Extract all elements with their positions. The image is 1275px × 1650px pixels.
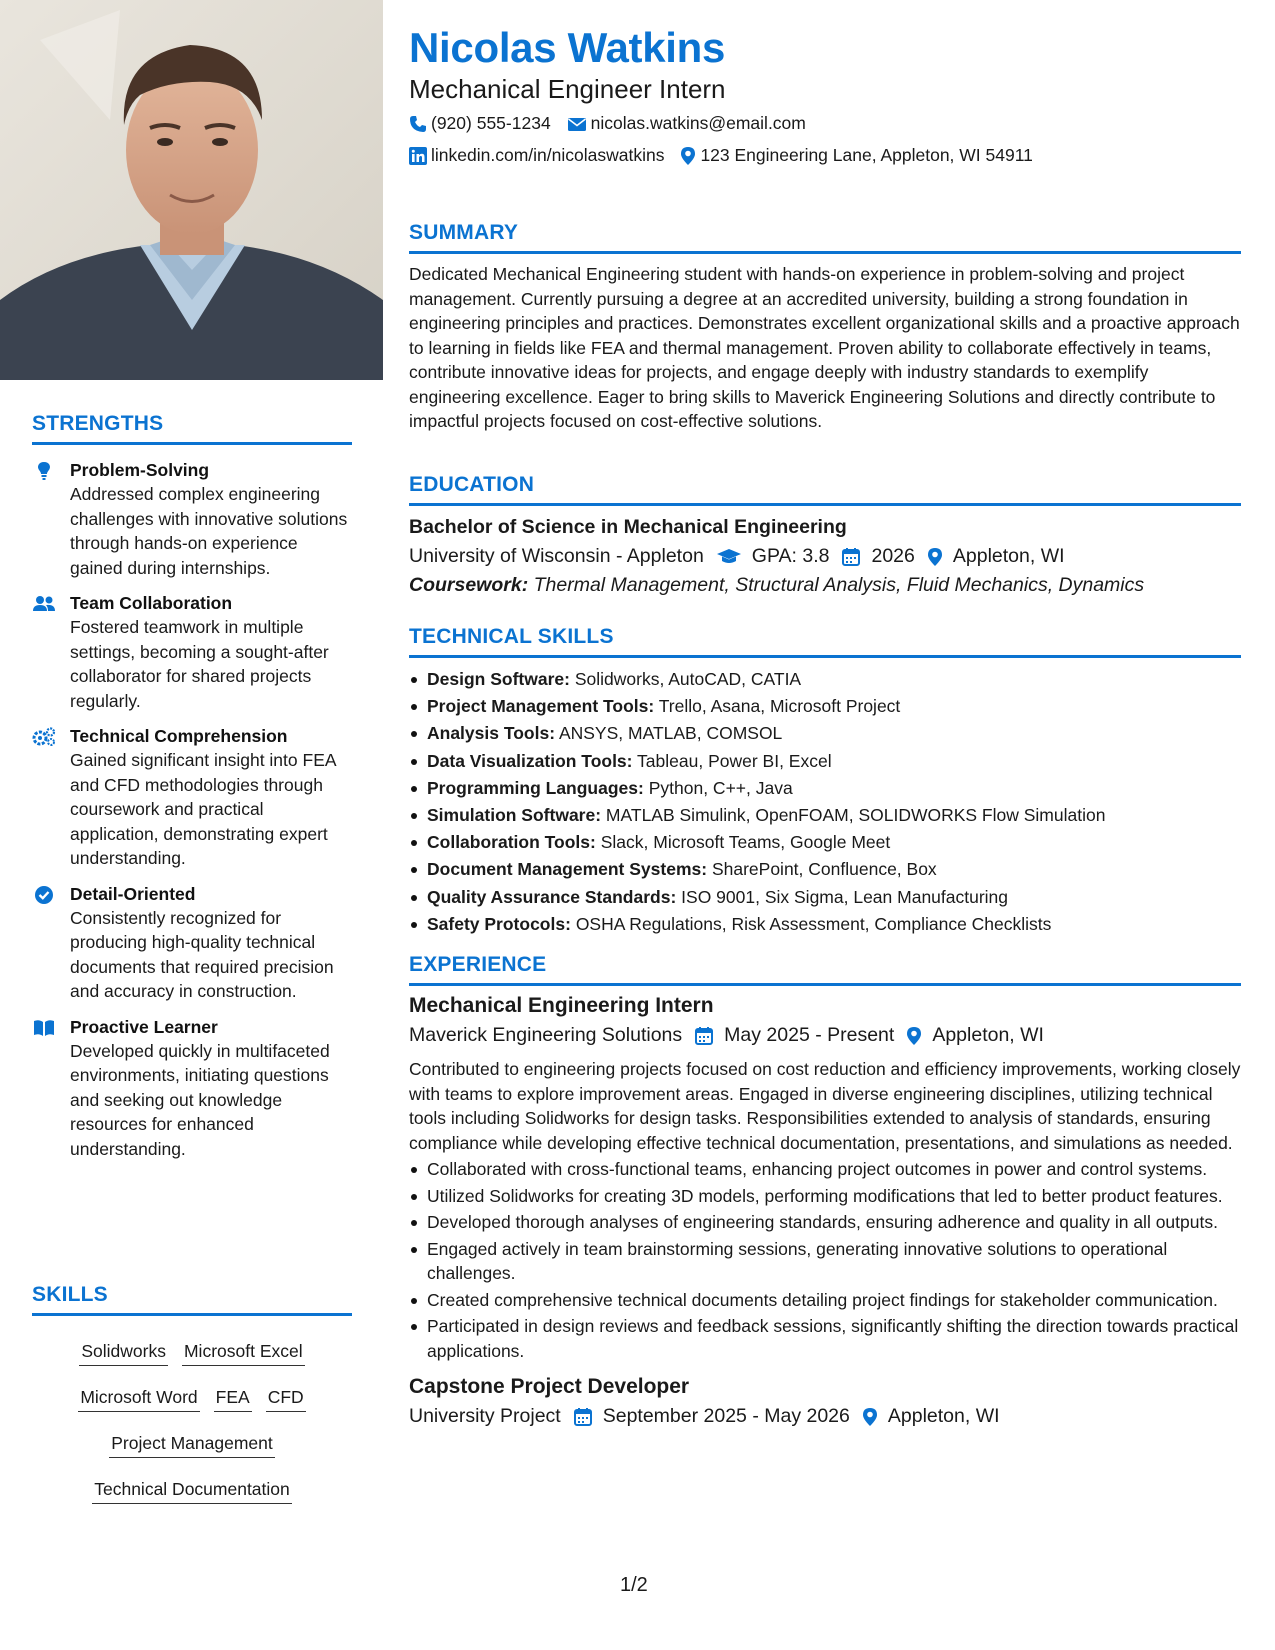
skill-label: Simulation Software: [427, 805, 602, 826]
list-item [409, 720, 1241, 747]
list-item [409, 693, 1241, 720]
technical-skills-list [409, 666, 1241, 938]
list-item [409, 666, 1241, 693]
list-item [409, 775, 1241, 802]
strength-title: Team Collaboration [70, 593, 233, 613]
graduation-cap-icon [716, 548, 742, 566]
strength-item [32, 883, 352, 1004]
calendar-icon [841, 547, 861, 567]
job-description: Contributed to engineering projects focused on cost reduction and efficiency improvements, working closely with teams to explore improvement areas. Engaged in diverse engineering disciplines, utilizing technical tools including Solidworks for design tasks. Responsibilities extended to analysis of standards, ensuring compliance while developing effective technical documentation, presentations, and simulations as needed. [409, 1059, 1241, 1153]
skill-value: Tableau, Power BI, Excel [637, 750, 832, 771]
address-text: 123 Engineering Lane, Appleton, WI 54911 [700, 145, 1033, 165]
skill-label: Project Management Tools: [427, 696, 655, 717]
job-dates [603, 1405, 850, 1428]
strength-desc: Fostered teamwork in multiple settings, becoming a sought-after collaborator for shared projects regularly. [70, 617, 329, 711]
gears-icon [32, 727, 56, 747]
grad-year [871, 545, 914, 568]
skill-chip: Microsoft Word [78, 1385, 199, 1412]
strength-title: Technical Comprehension [70, 726, 288, 746]
book-open-icon [32, 1018, 56, 1038]
skills-list [32, 1330, 352, 1514]
calendar-icon [573, 1407, 593, 1427]
list-item [409, 884, 1241, 911]
contact-row [409, 113, 822, 134]
map-pin-icon [906, 1026, 922, 1046]
calendar-icon [694, 1026, 714, 1046]
strength-item [32, 725, 352, 871]
strength-item [32, 592, 352, 713]
location-text: Appleton, WI [887, 1405, 1000, 1427]
skill-label: Analysis Tools: [427, 723, 556, 744]
experience-section [409, 953, 1241, 1428]
list-item [409, 856, 1241, 883]
list-item: Utilized Solidworks for creating 3D models, performing modifications that led to better product features. [409, 1184, 1241, 1209]
technical-skills-title: TECHNICAL SKILLS [409, 625, 1241, 658]
strength-desc: Consistently recognized for producing high-quality technical documents that required precision and accuracy in construction. [70, 907, 334, 1001]
strength-item [32, 459, 352, 580]
list-item [409, 911, 1241, 938]
gpa [752, 545, 830, 568]
year-text: 2026 [871, 545, 915, 567]
list-item: Engaged actively in team brainstorming sessions, generating innovative solutions to operational challenges. [409, 1237, 1241, 1286]
list-item: Collaborated with cross-functional teams, enhancing project outcomes in power and control systems. [409, 1157, 1241, 1182]
edu-location [953, 545, 1065, 568]
strength-item [32, 1016, 352, 1162]
candidate-title: Mechanical Engineer Intern [409, 74, 726, 104]
school-name [409, 545, 704, 568]
page-number: 1/2 [620, 1574, 648, 1596]
education-title: EDUCATION [409, 473, 1241, 506]
linkedin-text[interactable]: linkedin.com/in/nicolaswatkins [431, 145, 665, 165]
strength-desc: Developed quickly in multifaceted environments, initiating questions and seeking out knowledge resources for enhanced understanding. [70, 1040, 330, 1159]
skill-chip: FEA [214, 1385, 252, 1412]
summary-title: SUMMARY [409, 221, 1241, 254]
coursework-label: Coursework: [409, 574, 529, 596]
list-item [409, 802, 1241, 829]
strengths-title: STRENGTHS [32, 412, 352, 445]
phone-text: (920) 555-1234 [431, 113, 551, 133]
list-item: Created comprehensive technical documents detailing project findings for stakeholder communication. [409, 1288, 1241, 1313]
phone-icon [409, 115, 427, 133]
coursework [409, 574, 1241, 597]
linkedin-icon [409, 147, 427, 165]
skill-label: Data Visualization Tools: [427, 750, 633, 771]
skill-label: Safety Protocols: [427, 913, 571, 934]
dates-text: September 2025 - May 2026 [602, 1405, 850, 1427]
skill-label: Document Management Systems: [427, 859, 708, 880]
skill-label: Collaboration Tools: [427, 832, 596, 853]
users-icon [32, 594, 56, 614]
summary-section [409, 221, 1241, 434]
contact-row-2 [409, 145, 1049, 166]
linkedin-contact[interactable] [409, 145, 664, 166]
envelope-icon [567, 116, 587, 132]
strength-desc: Gained significant insight into FEA and CFD methodologies through coursework and practical application, demonstrating expert understanding. [70, 750, 336, 868]
skill-value: ISO 9001, Six Sigma, Lean Manufacturing [681, 886, 1009, 907]
edu-location-text: Appleton, WI [952, 545, 1065, 567]
job-meta [409, 1024, 1241, 1047]
strength-title: Problem-Solving [70, 460, 210, 480]
company-text: Maverick Engineering Solutions [409, 1024, 683, 1046]
company-text: University Project [409, 1405, 561, 1427]
education-section [409, 473, 1241, 597]
map-pin-icon [862, 1407, 878, 1427]
skill-value: OSHA Regulations, Risk Assessment, Compliance Checklists [575, 913, 1052, 934]
skill-label: Quality Assurance Standards: [427, 886, 677, 907]
phone-contact [409, 113, 551, 134]
map-pin-icon [680, 146, 696, 166]
job-location [932, 1024, 1044, 1047]
job-role: Capstone Project Developer [409, 1375, 690, 1398]
dates-text: May 2025 - Present [724, 1024, 895, 1046]
skill-value: Python, C++, Java [648, 777, 793, 798]
skill-chip: Microsoft Excel [182, 1339, 305, 1366]
skill-value: SharePoint, Confluence, Box [711, 859, 937, 880]
job-meta [409, 1405, 1241, 1428]
education-meta [409, 545, 1241, 568]
coursework-text: Thermal Management, Structural Analysis, Fluid Mechanics, Dynamics [533, 574, 1145, 596]
skill-chip: Solidworks [79, 1339, 168, 1366]
skill-chip: Technical Documentation [92, 1477, 292, 1504]
summary-text: Dedicated Mechanical Engineering student with hands-on experience in problem-solving and project management. Currently pursuing a degree at an accredited university, building a strong foundation in engineering principles and practices. Demonstrates excellent organizational skills and a proactive approach to learning in fields like FEA and thermal management. Proven ability to collaborate effectively in teams, contribute innovative ideas for projects, and engage deeply with industry standards to exemplify engineering excellence. Eager to bring skills to Maverick Engineering Solutions and directly contribute to impactful projects focused on cost-effective solutions. [409, 264, 1240, 431]
experience-title: EXPERIENCE [409, 953, 1241, 986]
gpa-text: GPA: 3.8 [751, 545, 830, 567]
strength-desc: Addressed complex engineering challenges with innovative solutions through hands-on experience gained during internships. [70, 484, 348, 578]
location-text: Appleton, WI [932, 1024, 1044, 1046]
skill-value: Trello, Asana, Microsoft Project [658, 696, 901, 717]
list-item [409, 829, 1241, 856]
degree-title: Bachelor of Science in Mechanical Engineering [409, 516, 847, 538]
skill-value: MATLAB Simulink, OpenFOAM, SOLIDWORKS Flow Simulation [605, 805, 1106, 826]
skill-chip: CFD [266, 1385, 306, 1412]
check-circle-icon [32, 885, 56, 905]
list-item: Participated in design reviews and feedback sessions, significantly shifting the direction towards practical applications. [409, 1314, 1241, 1363]
technical-skills-section [409, 625, 1241, 938]
lightbulb-icon [32, 461, 56, 481]
skills-section [32, 1283, 352, 1514]
school-text: University of Wisconsin - Appleton [409, 545, 704, 567]
skill-value: ANSYS, MATLAB, COMSOL [558, 723, 783, 744]
list-item [409, 748, 1241, 775]
email-text[interactable]: nicolas.watkins@email.com [590, 113, 806, 133]
job-location [888, 1405, 1000, 1428]
strength-title: Detail-Oriented [70, 883, 196, 904]
job-role: Mechanical Engineering Intern [409, 994, 714, 1017]
skills-title: SKILLS [32, 1283, 352, 1316]
job-dates [724, 1024, 894, 1047]
skill-value: Solidworks, AutoCAD, CATIA [574, 669, 802, 689]
skill-chip: Project Management [109, 1431, 274, 1458]
map-pin-icon [927, 547, 943, 567]
skill-label: Programming Languages: [427, 777, 644, 798]
skill-label: Design Software: [427, 669, 570, 689]
company [409, 1405, 561, 1428]
sidebar [0, 0, 383, 1650]
candidate-name: Nicolas Watkins [409, 24, 726, 71]
list-item: Developed thorough analyses of engineering standards, ensuring adherence and quality in all outputs. [409, 1210, 1241, 1235]
job-bullets [409, 1157, 1241, 1363]
email-contact[interactable] [567, 113, 806, 134]
company [409, 1024, 682, 1047]
address-contact [680, 145, 1032, 166]
skill-value: Slack, Microsoft Teams, Google Meet [600, 832, 891, 853]
strengths-section [32, 412, 352, 1161]
strength-title: Proactive Learner [70, 1016, 218, 1037]
profile-photo [0, 0, 383, 380]
